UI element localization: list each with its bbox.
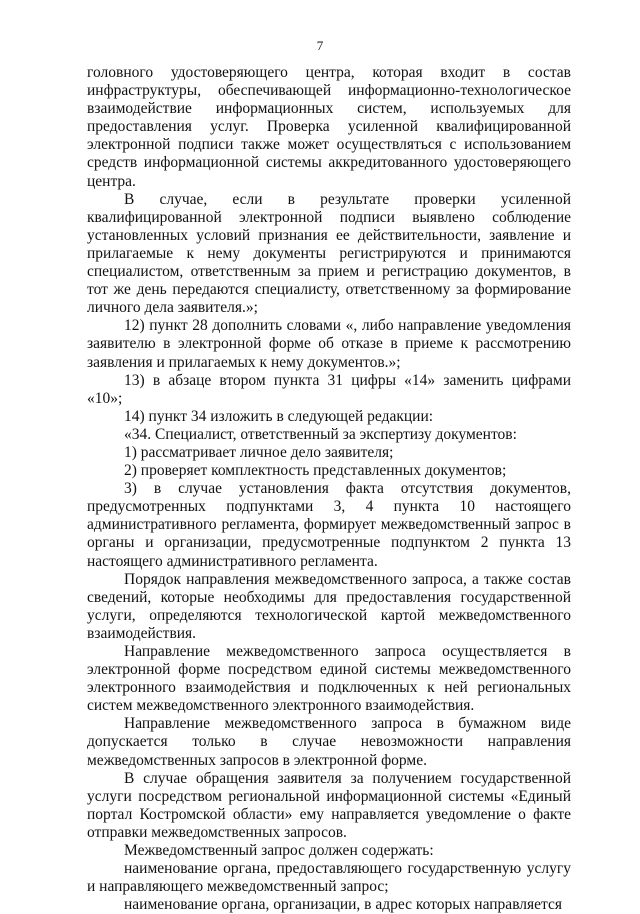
- list-item: 1) рассматривает личное дело заявителя;: [124, 443, 394, 461]
- paragraph: 13) в абзаце втором пункта 31 цифры «14» заменить цифрами «10»;: [87, 371, 571, 407]
- page-number: 7: [316, 38, 324, 53]
- paragraph: Направление межведомственного запроса осуществляется в электронной форме посредством единой системы межведомственного электронного взаимодействия и подключенных к ней региональных систем межведомственного электронного взаимодействия.: [87, 643, 571, 715]
- paragraph: Межведомственный запрос должен содержать:: [124, 842, 434, 860]
- list-item: 2) проверяет комплектность представленных документов;: [124, 462, 507, 480]
- paragraph: 14) пункт 34 изложить в следующей редакции:: [124, 407, 434, 425]
- document-body: [87, 64, 571, 914]
- numbered-list: [87, 444, 571, 571]
- paragraph: наименование органа, предоставляющего государственную услугу и направляющего межведомственный запрос;: [87, 860, 571, 896]
- paragraph: Направление межведомственного запроса в бумажном виде допускается только в случае невозможности направления межведомственных запросов в электронной форме.: [87, 715, 571, 769]
- list-item: 3) в случае установления факта отсутствия документов, предусмотренных подпунктами 3, 4 пункта 10 настоящего административного регламента, формирует межведомственный запрос в органы и организации, предусмотренные подпунктом 2 пункта 13 настоящего административного регламента.: [87, 480, 571, 570]
- paragraph: 12) пункт 28 дополнить словами «, либо направление уведомления заявителю в электронной форме об отказе в приеме к рассмотрению заявления и прилагаемых к нему документов.»;: [87, 317, 571, 371]
- paragraph: В случае, если в результате проверки усиленной квалифицированной электронной подписи выявлено соблюдение установленных условий признания ее действительности, заявление и прилагаемые к нему документы регистрируются и принимаются специалистом, ответственным за прием и регистрацию документов, в тот же день передаются специалисту, ответственному за формирование личного дела заявителя.»;: [87, 190, 571, 317]
- paragraph: В случае обращения заявителя за получением государственной услуги посредством региональной информационной системы «Единый портал Костромской области» ему направляется уведомление о факте отправки межведомственных запросов.: [87, 769, 571, 841]
- paragraph: Порядок направления межведомственного запроса, а также состав сведений, которые необходимы для предоставления государственной услуги, определяются технологической картой межведомственного взаимодействия.: [87, 570, 571, 642]
- paragraph: наименование органа, организации, в адрес которых направляется: [124, 896, 563, 914]
- paragraph: головного удостоверяющего центра, которая входит в состав инфраструктуры, обеспечивающей информационно-технологическое взаимодействие информационных систем, используемых для предоставления услуг. Проверка усиленной квалифицированной электронной подписи также может осуществляться с использованием средств информационной системы аккредитованного удостоверяющего центра.: [87, 64, 571, 190]
- paragraph: «34. Специалист, ответственный за экспертизу документов:: [124, 425, 517, 443]
